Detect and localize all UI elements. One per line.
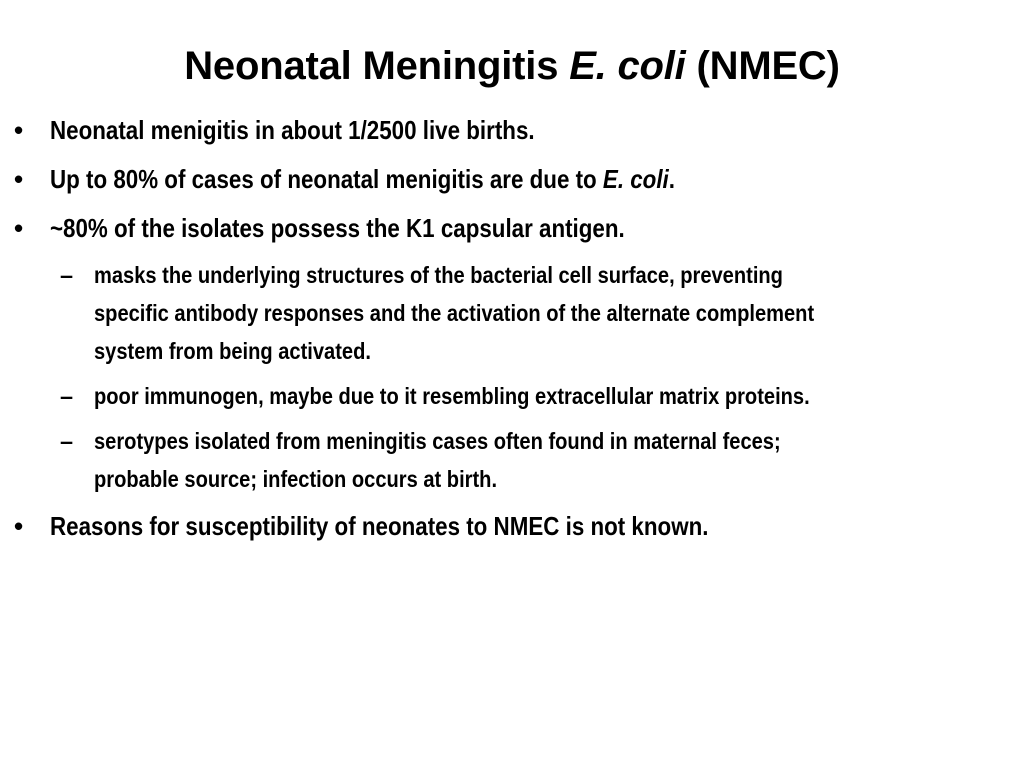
- sub-bullet-line: probable source; infection occurs at birth.: [94, 466, 498, 492]
- sub-bullet-line: specific antibody responses and the activation of the alternate complement: [94, 300, 815, 326]
- bullet-marker: •: [14, 213, 24, 243]
- bullet-text-pre: Up to 80% of cases of neonatal menigitis are due to: [50, 164, 603, 194]
- sub-bullet-text: [94, 377, 810, 415]
- bullet-text: ~80% of the isolates possess the K1 capsular antigen.: [50, 213, 625, 243]
- bullet-text: Neonatal menigitis in about 1/2500 live births.: [50, 115, 535, 145]
- bullet-text: Reasons for susceptibility of neonates to NMEC is not known.: [50, 511, 709, 541]
- bullet-text-post: .: [668, 164, 675, 194]
- bullet-marker: •: [14, 511, 24, 541]
- bullet-text: [50, 163, 675, 195]
- sub-bullet-text: [94, 256, 814, 370]
- sub-bullet-line: serotypes isolated from meningitis cases often found in maternal feces;: [94, 428, 781, 454]
- sub-bullet-line: poor immunogen, maybe due to it resembling extracellular matrix proteins.: [94, 383, 810, 409]
- slide-title: [0, 40, 1024, 92]
- title-text-part2: (NMEC): [685, 44, 840, 88]
- dash-marker: –: [60, 262, 74, 288]
- bullet-text-italic: E. coli: [602, 164, 669, 194]
- sub-bullet-line: system from being activated.: [94, 338, 371, 364]
- title-text-part1: Neonatal Meningitis: [184, 44, 570, 88]
- sub-bullet-text: [94, 422, 781, 498]
- dash-marker: –: [60, 428, 74, 454]
- bullet-marker: •: [14, 164, 24, 194]
- dash-marker: –: [60, 383, 74, 409]
- sub-bullet-line: masks the underlying structures of the bacterial cell surface, preventing: [94, 262, 783, 288]
- title-text-italic: E. coli: [569, 44, 686, 88]
- bullet-marker: •: [14, 115, 24, 145]
